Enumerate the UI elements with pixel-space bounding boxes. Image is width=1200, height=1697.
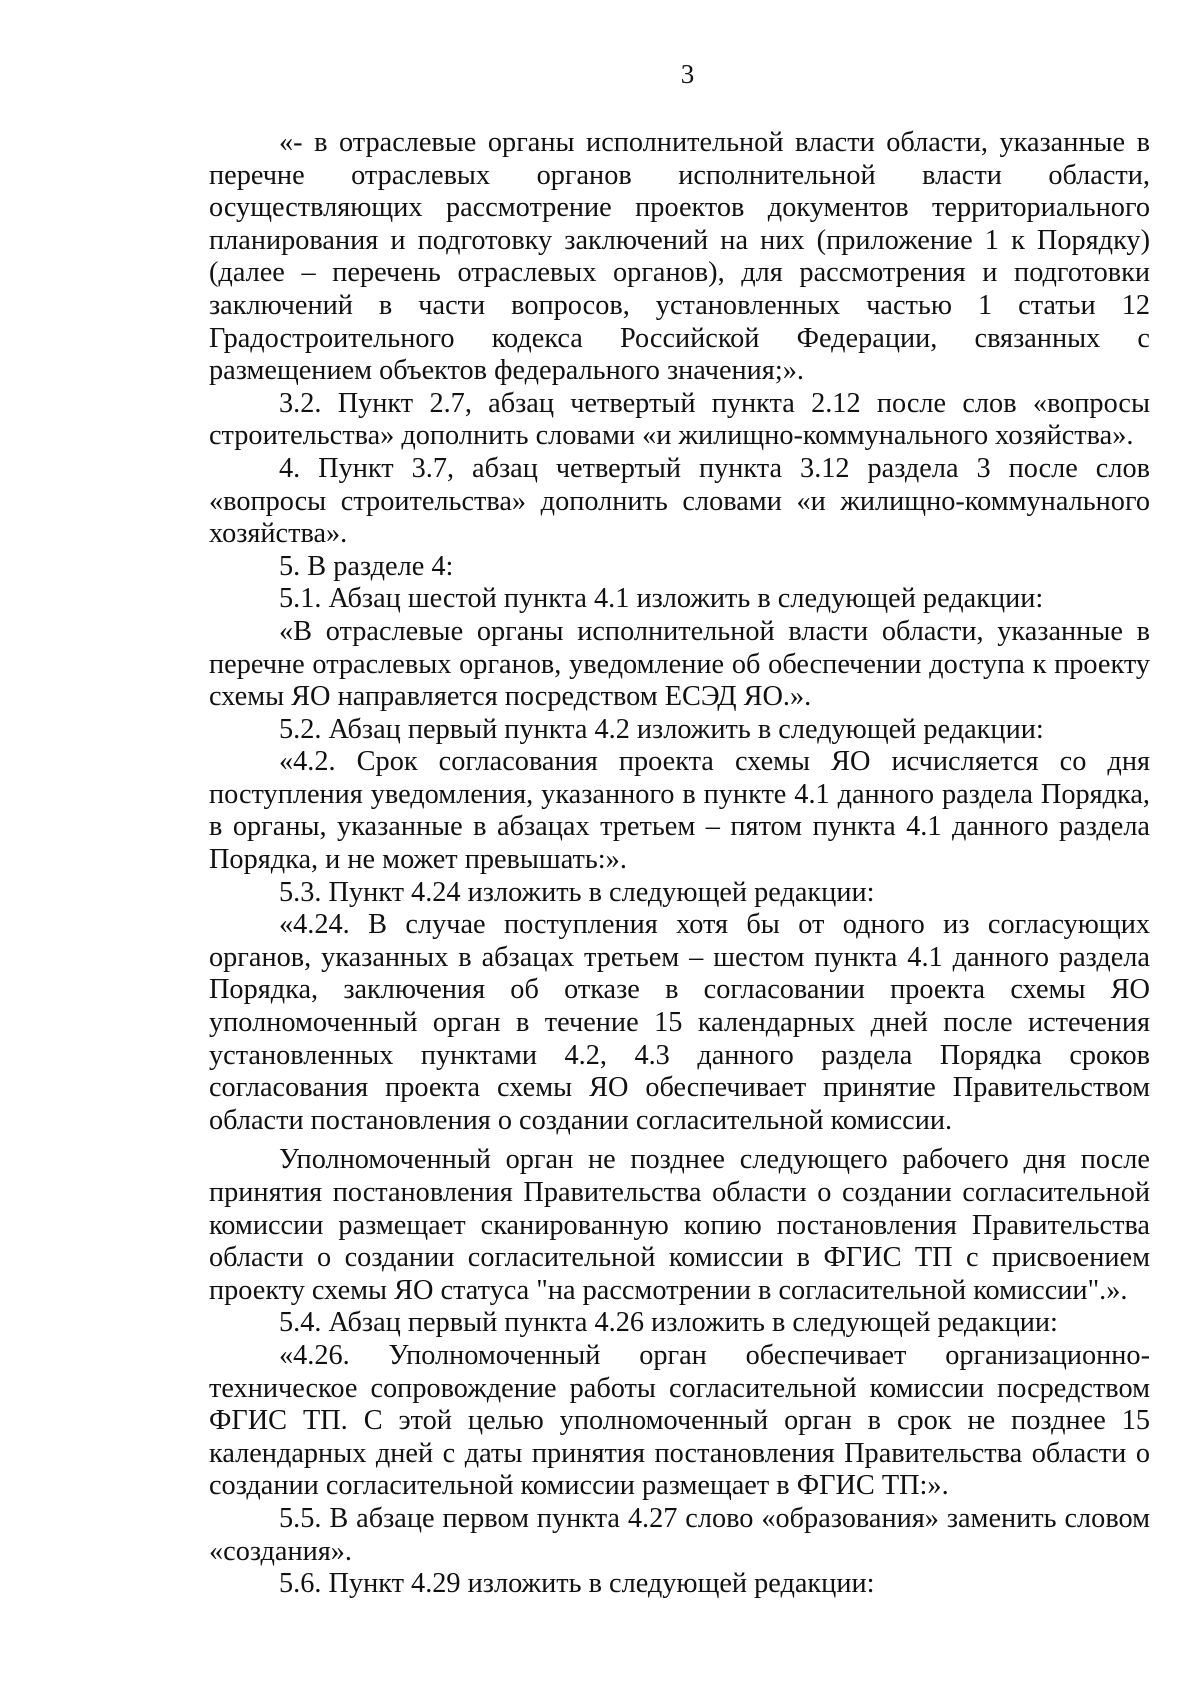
paragraph-5-3: 5.3. Пункт 4.24 изложить в следующей редакции: bbox=[279, 876, 875, 908]
page-number: 3 bbox=[680, 59, 695, 89]
paragraph-5-3-quote-continued: Уполномоченный орган не позднее следующего рабочего дня после принятия постановления Правительства области о создании согласительной комиссии размещает сканированную копию постановления Правительства области о создании согласительной комиссии в ФГИС ТП с присвоением проекту схемы ЯО статуса "на рассмотрении в согласительной комиссии".». bbox=[209, 1144, 1150, 1306]
paragraph-5-heading: 5. В разделе 4: bbox=[279, 550, 454, 582]
paragraph-5-4: 5.4. Абзац первый пункта 4.26 изложить в следующей редакции: bbox=[279, 1307, 1058, 1339]
paragraph-1-amendment-quote: «- в отраслевые органы исполнительной власти области, указанные в перечне отраслевых органов исполнительной власти области, осуществляющих рассмотрение проектов документов территориального планирования и подготовку заключений на них (приложение 1 к Порядку) (далее – перечень отраслевых органов), для рассмотрения и подготовки заключений в части вопросов, установленных частью 1 статьи 12 Градостроительного кодекса Российской Федерации, связанных с размещением объектов федерального значения;». bbox=[209, 127, 1150, 387]
paragraph-5-2: 5.2. Абзац первый пункта 4.2 изложить в следующей редакции: bbox=[279, 713, 1044, 745]
paragraph-5-4-quote: «4.26. Уполномоченный орган обеспечивает организационно-техническое сопровождение работы согласительной комиссии посредством ФГИС ТП. С этой целью уполномоченный орган в срок не позднее 15 календарных дней с даты принятия постановления Правительства области о создании согласительной комиссии размещает в ФГИС ТП:». bbox=[209, 1339, 1150, 1502]
paragraph-5-5: 5.5. В абзаце первом пункта 4.27 слово «образования» заменить словом «создания». bbox=[209, 1502, 1150, 1567]
paragraph-5-2-quote: «4.2. Срок согласования проекта схемы ЯО исчисляется со дня поступления уведомления, указанного в пункте 4.1 данного раздела Порядка, в органы, указанные в абзацах третьем – пятом пункта 4.1 данного раздела Порядка, и не может превышать:». bbox=[209, 746, 1150, 876]
paragraph-5-6: 5.6. Пункт 4.29 изложить в следующей редакции: bbox=[279, 1568, 875, 1600]
paragraph-5-1-quote: «В отраслевые органы исполнительной власти области, указанные в перечне отраслевых органов, уведомление об обеспечении доступа к проекту схемы ЯО направляется посредством ЕСЭД ЯО.». bbox=[209, 615, 1150, 713]
paragraph-5-1: 5.1. Абзац шестой пункта 4.1 изложить в следующей редакции: bbox=[279, 583, 1044, 615]
paragraph-3-2: 3.2. Пункт 2.7, абзац четвертый пункта 2.12 после слов «вопросы строительства» дополнить словами «и жилищно-коммунального хозяйства». bbox=[209, 387, 1150, 452]
paragraph-5-3-quote: «4.24. В случае поступления хотя бы от одного из согласующих органов, указанных в абзацах третьем – шестом пункта 4.1 данного раздела Порядка, заключения об отказе в согласовании проекта схемы ЯО уполномоченный орган в течение 15 календарных дней после истечения установленных пунктами 4.2, 4.3 данного раздела Порядка сроков согласования проекта схемы ЯО обеспечивает принятие Правительством области постановления о создании согласительной комиссии. bbox=[209, 909, 1150, 1136]
paragraph-4: 4. Пункт 3.7, абзац четвертый пункта 3.12 раздела 3 после слов «вопросы строительства» дополнить словами «и жилищно-коммунального хозяйства». bbox=[209, 452, 1150, 550]
document-body bbox=[209, 127, 1150, 1601]
